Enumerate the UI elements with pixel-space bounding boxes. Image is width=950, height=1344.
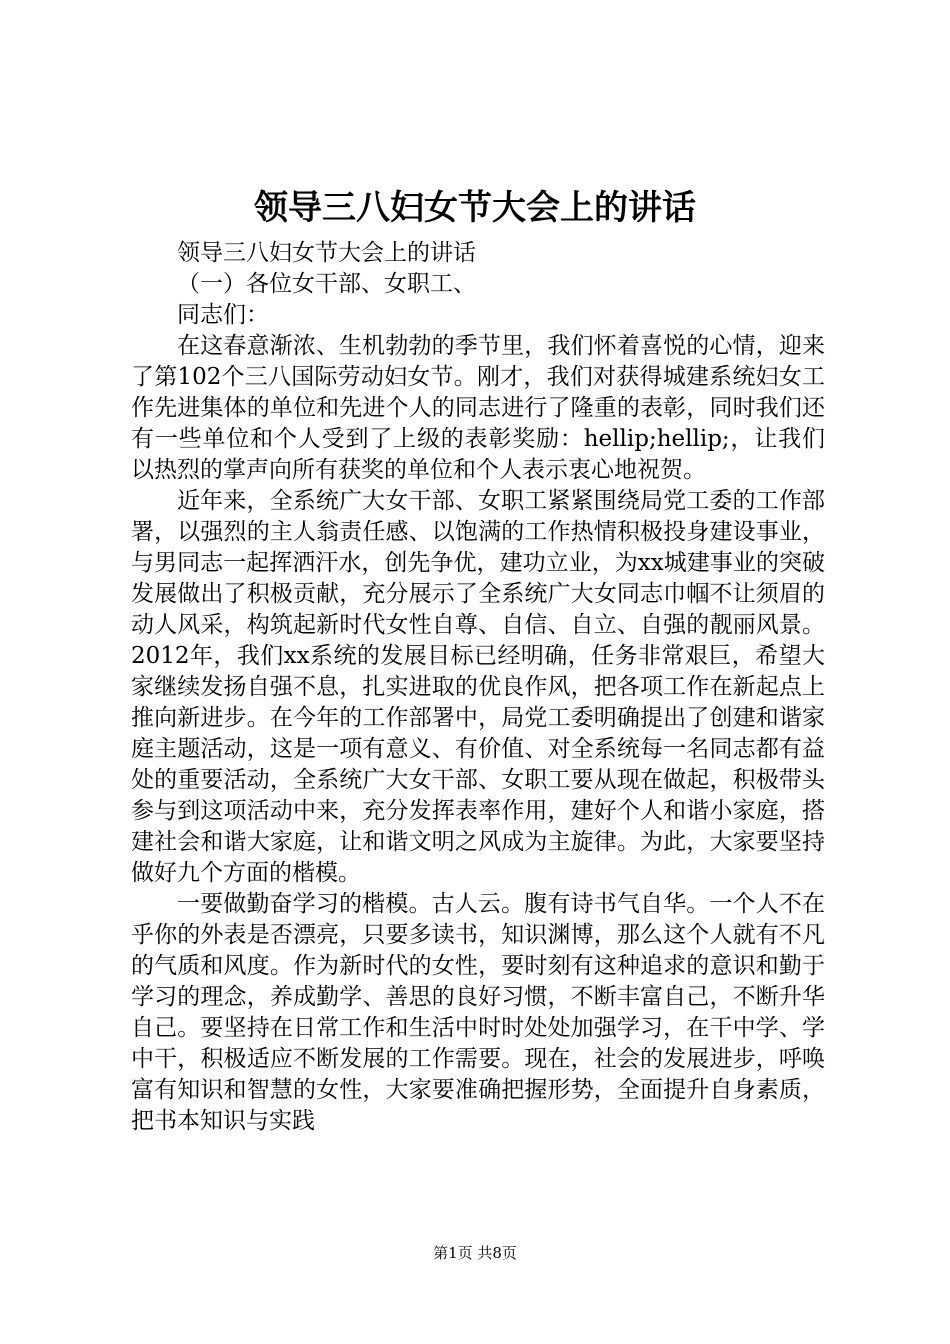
body-paragraph: 一要做勤奋学习的楷模。古人云。腹有诗书气自华。一个人不在乎你的外表是否漂亮，只要多读书，知识渊博，那么这个人就有不凡的气质和风度。作为新时代的女性，要时刻有这种追求的意识和勤于学习的理念，养成勤学、善思的良好习惯，不断丰富自己，不断升华自己。要坚持在日常工作和生活中时时处处加强学习，在干中学、学中干，积极适应不断发展的工作需要。现在，社会的发展进步，呼唤富有知识和智慧的女性，大家要准确把握形势，全面提升自身素质，把书本知识与实践 (131, 891, 825, 1134)
body-paragraph-salutation: 同志们： (177, 302, 269, 328)
page-title: 领导三八妇女节大会上的讲话 (254, 188, 696, 228)
body-paragraph-section-heading: （一）各位女干部、女职工、 (177, 271, 476, 297)
body-paragraph: 在这春意渐浓、生机勃勃的季节里，我们怀着喜悦的心情，迎来了第102个三八国际劳动妇女节。刚才，我们对获得城建系统妇女工作先进集体的单位和先进个人的同志进行了隆重的表彰，同时我们还有一些单位和个人受到了上级的表彰奖励：hellip;hellip;，让我们以热烈的掌声向所有获奖的单位和个人表示衷心地祝贺。 (131, 333, 825, 483)
body-paragraph-subtitle: 领导三八妇女节大会上的讲话 (177, 240, 476, 266)
body-paragraph: 近年来，全系统广大女干部、女职工紧紧围绕局党工委的工作部署，以强烈的主人翁责任感、以饱满的工作热情积极投身建设事业，与男同志一起挥洒汗水，创先争优，建功立业，为xx城建事业的突破发展做出了积极贡献，充分展示了全系统广大女同志巾帼不让须眉的动人风采，构筑起新时代女性自尊、自信、自立、自强的靓丽风景。2012年，我们xx系统的发展目标已经明确，任务非常艰巨，希望大家继续发扬自强不息，扎实进取的优良作风，把各项工作在新起点上推向新进步。在今年的工作部署中，局党工委明确提出了创建和谐家庭主题活动，这是一项有意义、有价值、对全系统每一名同志都有益处的重要活动，全系统广大女干部、女职工要从现在做起，积极带头参与到这项活动中来，充分发挥表率作用，建好个人和谐小家庭，搭建社会和谐大家庭，让和谐文明之风成为主旋律。为此，大家要坚持做好九个方面的楷模。 (131, 488, 825, 886)
page-footer: 第1页 共8页 (433, 1244, 517, 1262)
document-body (131, 236, 825, 1137)
